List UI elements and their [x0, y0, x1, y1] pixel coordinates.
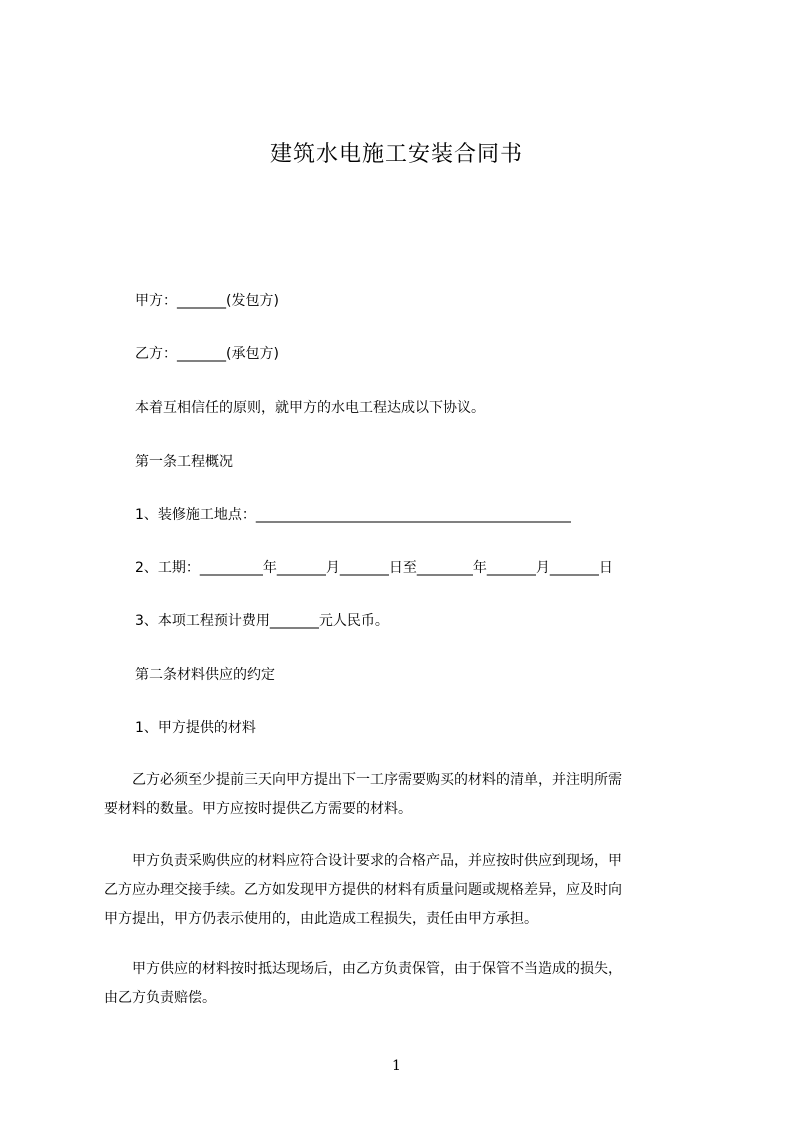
materials-list-paragraph	[104, 766, 702, 824]
party-a-line: 甲方：_______(发包方)	[135, 293, 279, 309]
paragraph-line: 甲方提出，甲方仍表示使用的，由此造成工程损失，责任由甲方承担。	[104, 911, 538, 927]
estimated-cost-item: 3、本项工程预计费用_______元人民币。	[135, 613, 389, 629]
paragraph-line: 乙方应办理交接手续。乙方如发现甲方提供的材料有质量问题或规格差异，应及时向	[104, 882, 622, 898]
party-a-materials-heading: 1、甲方提供的材料	[135, 720, 256, 736]
material-storage-paragraph	[104, 955, 702, 1013]
article-2-heading: 第二条材料供应的约定	[135, 667, 275, 683]
paragraph-line: 由乙方负责赔偿。	[104, 990, 216, 1006]
material-quality-paragraph	[104, 847, 702, 934]
document-title: 建筑水电施工安装合同书	[269, 142, 523, 167]
paragraph-line: 乙方必须至少提前三天向甲方提出下一工序需要购买的材料的清单，并注明所需	[104, 772, 622, 788]
article-1-heading: 第一条工程概况	[135, 454, 233, 470]
paragraph-line: 甲方供应的材料按时抵达现场后，由乙方负责保管，由于保管不当造成的损失，	[104, 961, 622, 977]
page-number: 1	[392, 1058, 401, 1074]
construction-period-item: 2、工期：_________年_______月_______日至________年_______月_______日	[135, 560, 613, 576]
paragraph-line: 甲方负责采购供应的材料应符合设计要求的合格产品，并应按时供应到现场，甲	[104, 853, 622, 869]
party-b-line: 乙方：_______(承包方)	[135, 346, 279, 362]
preamble-line: 本着互相信任的原则，就甲方的水电工程达成以下协议。	[135, 400, 485, 416]
paragraph-line: 要材料的数量。甲方应按时提供乙方需要的材料。	[104, 801, 412, 817]
construction-location-item: 1、装修施工地点：_____________________________________________	[135, 507, 571, 523]
